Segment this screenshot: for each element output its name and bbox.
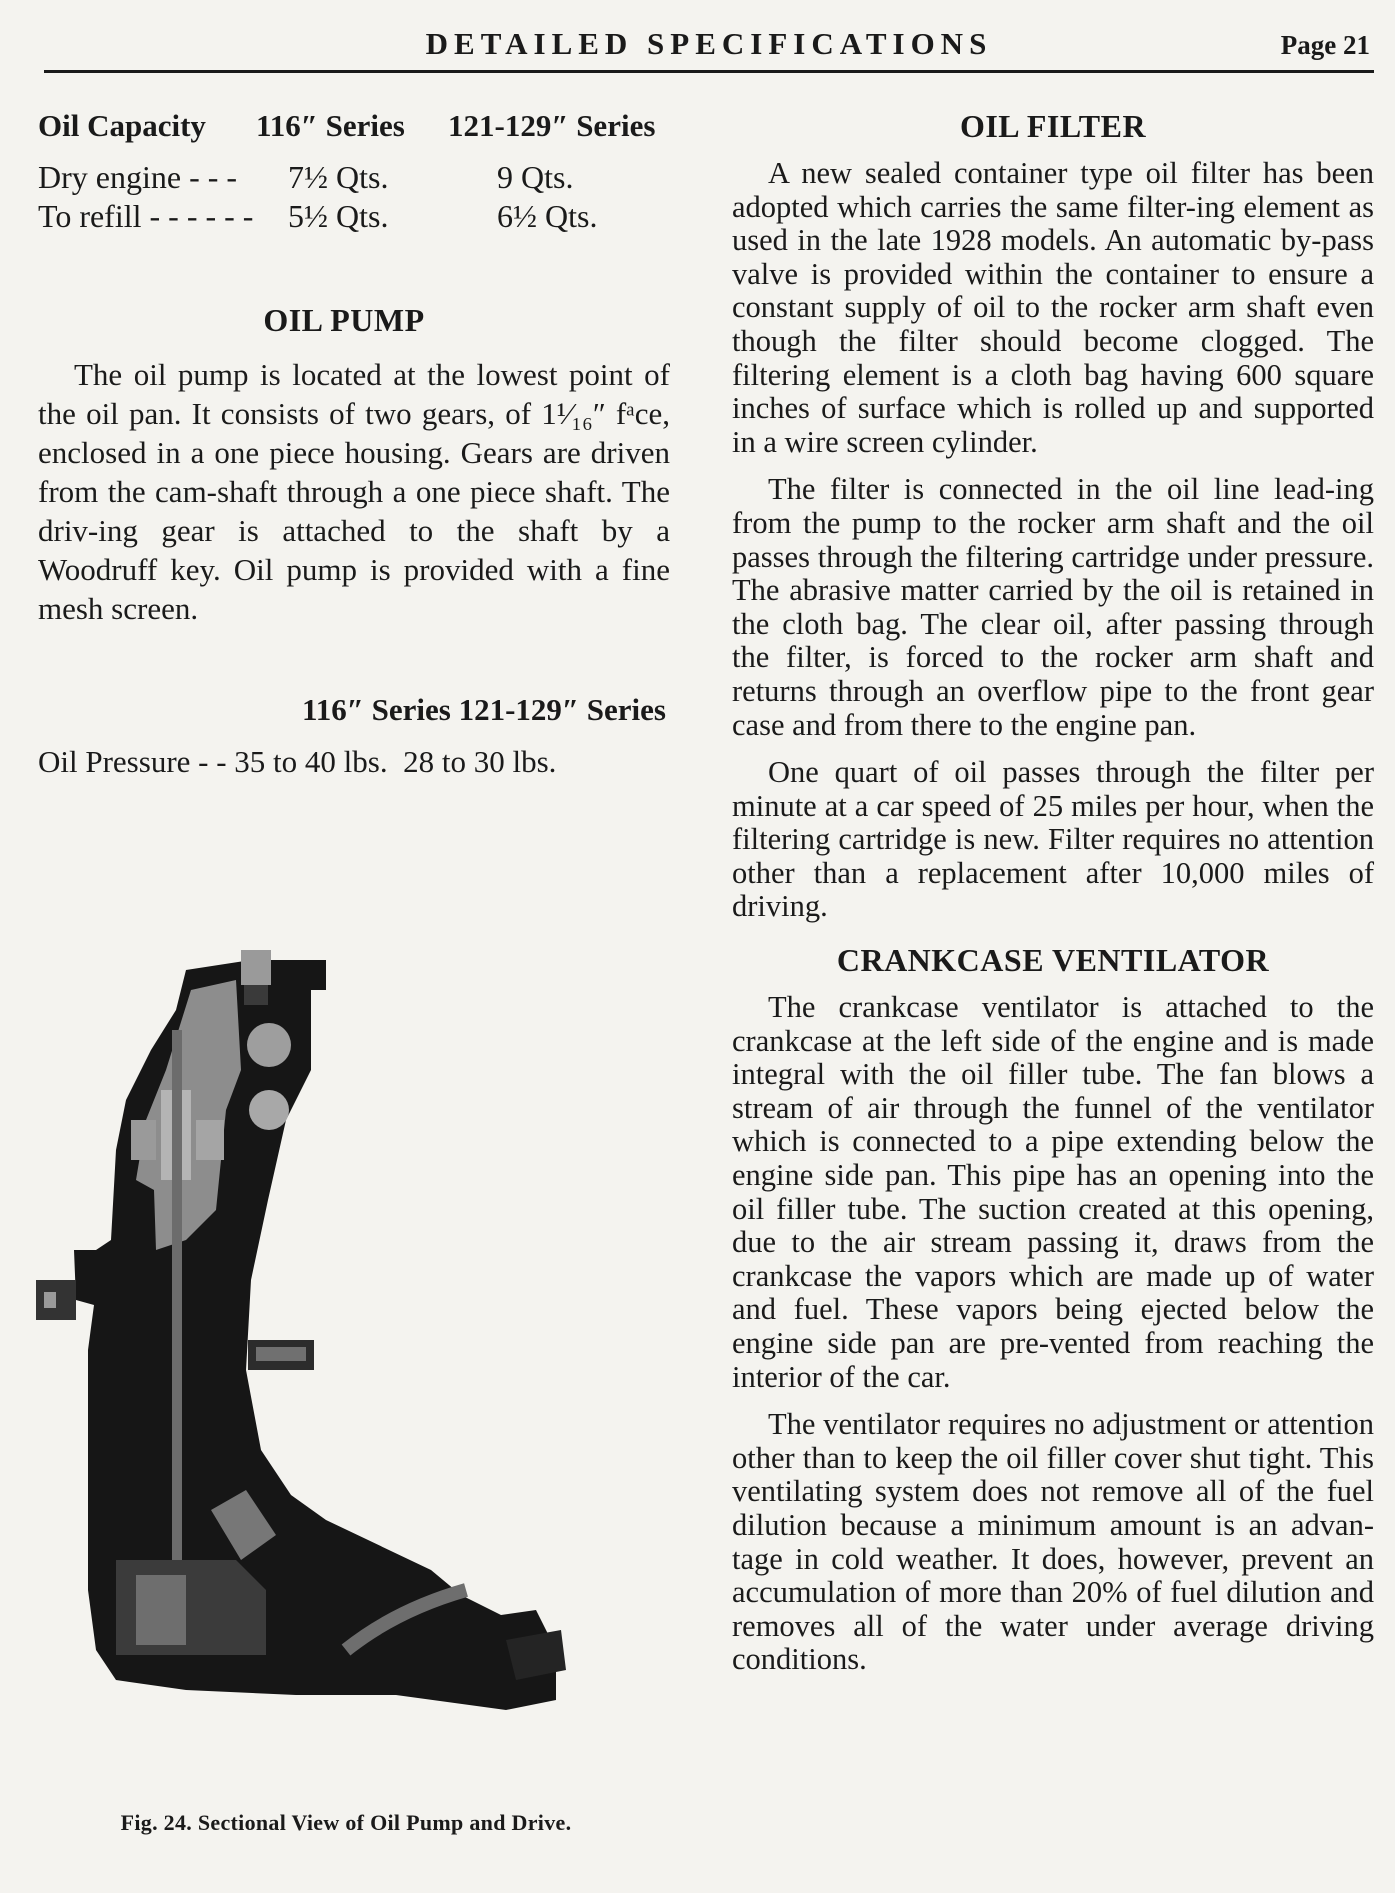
series-121-129-header: 121-129″ Series [448,108,656,143]
series-116-header: 116″ Series [256,108,405,143]
oil-pump-heading: OIL PUMP [263,302,425,338]
oil-filter-paragraph: One quart of oil passes through the filter per minute at a car speed of 25 miles per hour, when the filtering cartridge is new. Filter requires no attention other than a replacement after 10,000 miles of driving. [732,755,1374,924]
capacity-row-label: Dry engine - - - [38,159,238,195]
oil-capacity-label: Oil Capacity [38,108,206,143]
capacity-row-value-121-129: 6½ Qts. [497,198,598,234]
oil-filter-heading: OIL FILTER [959,108,1147,144]
crankcase-ventilator-heading: CRANKCASE VENTILATOR [836,942,1270,979]
capacity-row-label: To refill - - - - - - [38,198,254,234]
capacity-row [38,158,670,197]
left-column [38,108,670,780]
right-column [732,108,1374,1677]
page-header [44,22,1374,73]
capacity-row-value-116: 7½ Qts. [288,159,389,195]
capacity-row-value-121-129: 9 Qts. [497,159,574,195]
oil-filter-paragraph: The filter is connected in the oil line lead-ing from the pump to the rocker arm shaft and the oil passes through the filtering cartridge under pressure. The abrasive matter carried by the oil is retained in the cloth bag. The clear oil, after passing through the filter, is forced to the rocker arm shaft and returns through an overflow pipe to the front gear case and from there to the engine pan. [732,472,1374,742]
oil-pump-paragraph: The oil pump is located at the lowest point of the oil pan. It consists of two gears, of 1¹⁄₁₆″ fᵃce, enclosed in a one piece housing. Gears are driven from the cam-shaft through a one piece shaft. The driv-ing gear is attached to the shaft by a Woodruff key. Oil pump is provided with a fine mesh screen. [38,357,670,626]
capacity-row [38,197,670,236]
figure-caption: Fig. 24. Sectional View of Oil Pump and Drive. [120,1810,572,1835]
oil-pressure-value-121-129: 28 to 30 lbs. [403,744,557,779]
oil-pressure-row [38,744,670,780]
oil-pressure-series-header: 116″ Series 121-129″ Series [302,692,666,727]
crankcase-ventilator-paragraph: The crankcase ventilator is attached to the crankcase at the left side of the engine and is made integral with the oil filler tube. The fan blows a stream of air through the funnel of the ventilator which is connected to a pipe extending below the engine side pan. This pipe has an opening into the oil filler tube. The suction created at this opening, due to the air stream passing it, draws from the crankcase the vapors which are made up of water and fuel. These vapors being ejected below the engine side pan are pre-vented from reaching the interior of the car. [732,990,1374,1394]
page-title: DETAILED SPECIFICATIONS [425,26,993,61]
page-number: Page 21 [1280,30,1370,60]
oil-capacity-table [38,158,670,236]
capacity-row-value-116: 5½ Qts. [288,198,389,234]
oil-pump-sectional-figure [36,950,676,1750]
oil-pump-drawing [36,950,676,1750]
crankcase-ventilator-paragraph: The ventilator requires no adjustment or attention other than to keep the oil filler cover shut tight. This ventilating system does not remove all of the fuel dilution because a minimum amount is an advan-tage in cold weather. It does, however, prevent an accumulation of more than 20% of fuel dilution and removes all of the water under average driving conditions. [732,1407,1374,1677]
oil-capacity-header [38,108,670,144]
oil-pressure-label: Oil Pressure - - [38,744,235,779]
oil-filter-paragraph: A new sealed container type oil filter has been adopted which carries the same filter-ing element as used in the late 1928 models. An automatic by-pass valve is provided within the container to ensure a constant supply of oil to the rocker arm shaft even though the filter should become clogged. The filtering element is a cloth bag having 600 square inches of surface which is rolled up and supported in a wire screen cylinder. [732,156,1374,459]
oil-pressure-value-116: 35 to 40 lbs. [234,744,388,779]
